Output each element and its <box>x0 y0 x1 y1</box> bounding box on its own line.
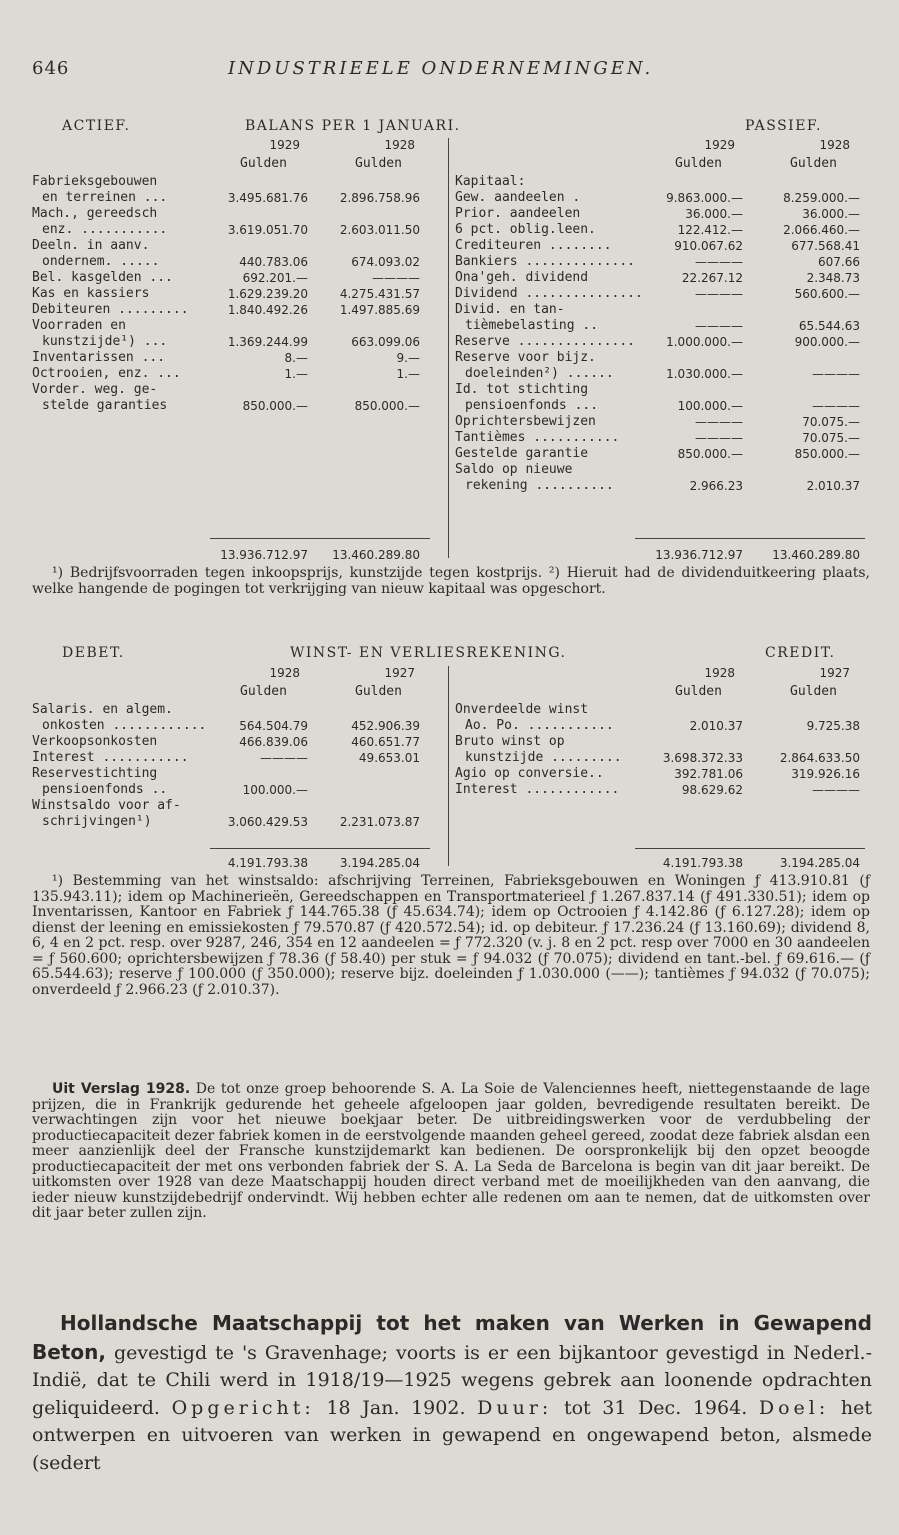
opgericht-label: Opgericht: <box>171 1396 315 1419</box>
credit-row-label: Ao. Po. ........... <box>465 718 614 733</box>
passief-row-label: Reserve voor bijz. <box>455 350 596 365</box>
w-unit-d1: Gulden <box>240 684 287 699</box>
debet-row-value: 100.000.— <box>242 783 308 797</box>
actief-row-label: Mach., gereedsch <box>32 206 158 221</box>
passief-row-value: 22.267.12 <box>681 271 743 285</box>
actief-row-value: 1.840.492.26 <box>227 303 308 317</box>
passief-row-value: ———— <box>812 367 860 381</box>
doel-label: Doel: <box>758 1396 830 1419</box>
passief-row-value: 850.000.— <box>794 447 860 461</box>
passief-row-value: 8.259.000.— <box>783 191 860 205</box>
passief-row-value: 122.412.— <box>677 223 743 237</box>
actief-row-label: ondernem. ..... <box>42 254 160 269</box>
credit-row-label: Onverdeelde winst <box>455 702 589 717</box>
col-unit-a2: Gulden <box>355 156 402 171</box>
debet-title: DEBET. <box>62 645 125 661</box>
debet-row-value: 564.504.79 <box>239 719 308 733</box>
w-unit-c1: Gulden <box>675 684 722 699</box>
actief-title: ACTIEF. <box>62 118 131 134</box>
passief-row-label: Saldo op nieuwe <box>455 462 573 477</box>
actief-total-rule <box>210 538 430 539</box>
passief-row-value: 100.000.— <box>677 399 743 413</box>
passief-row-label: Gew. aandeelen . <box>455 190 581 205</box>
balans-title: BALANS PER 1 JANUARI. <box>245 118 461 134</box>
passief-row-value: 1.000.000.— <box>666 335 743 349</box>
company-entry <box>32 1310 872 1477</box>
credit-row-value: 9.725.38 <box>806 719 860 733</box>
w-unit-c2: Gulden <box>790 684 837 699</box>
opgericht-value: 18 Jan. 1902. <box>326 1396 466 1419</box>
passief-row-value: 70.075.— <box>802 431 860 445</box>
debet-row-label: Reservestichting <box>32 766 158 781</box>
passief-row-label: Bankiers .............. <box>455 254 636 269</box>
debet-total-1: 4.191.793.38 <box>227 856 308 870</box>
debet-row-value: ———— <box>260 751 308 765</box>
col-unit-p1: Gulden <box>675 156 722 171</box>
passief-row-value: 607.66 <box>818 255 860 269</box>
debet-row-label: Interest ........... <box>32 750 189 765</box>
passief-row-label: 6 pct. oblig.leen. <box>455 222 596 237</box>
actief-row-value: 1.— <box>284 367 308 381</box>
company-name: Hollandsche Maatschappij tot het maken van Werken in Gewapend Beton, <box>32 1311 872 1364</box>
debet-total-rule <box>210 848 430 849</box>
debet-row-value: 3.060.429.53 <box>227 815 308 829</box>
passief-row-value: ———— <box>695 319 743 333</box>
passief-row-value: 70.075.— <box>802 415 860 429</box>
credit-row-value: 319.926.16 <box>791 767 860 781</box>
passief-row-value: 910.067.62 <box>674 239 743 253</box>
passief-row-label: Dividend ............... <box>455 286 643 301</box>
debet-row-label: onkosten ............ <box>42 718 207 733</box>
passief-row-value: ———— <box>695 255 743 269</box>
passief-row-label: Crediteuren ........ <box>455 238 612 253</box>
passief-row-label: Prior. aandeelen <box>455 206 581 221</box>
passief-row-value: ———— <box>812 399 860 413</box>
passief-row-value: 36.000.— <box>802 207 860 221</box>
passief-row-value: 1.030.000.— <box>666 367 743 381</box>
actief-row-value: 9.— <box>396 351 420 365</box>
credit-total-2: 3.194.285.04 <box>779 856 860 870</box>
actief-row-label: Octrooien, enz. ... <box>32 366 181 381</box>
passief-row-label: Oprichtersbewijzen <box>455 414 596 429</box>
passief-row-value: 36.000.— <box>685 207 743 221</box>
passief-row-value: ———— <box>695 415 743 429</box>
actief-row-value: 850.000.— <box>242 399 308 413</box>
passief-row-value: 2.010.37 <box>806 479 860 493</box>
actief-row-label: stelde garanties <box>42 398 168 413</box>
actief-row-label: Voorraden en <box>32 318 126 333</box>
w-year-d2: 1927 <box>384 666 415 680</box>
verslag-text: De tot onze groep behoorende S. A. La Soie de Valenciennes heeft, niettegenstaande de lage prijzen, die in Frankrijk gedurende het geheele afgeloopen jaar golden, bevredigende resultaten bereikt. De verwachtingen zijn voor het nieuwe boekjaar beter. De uitbreidingswerken voor de verdubbeling der productiecapaciteit dezer fabriek komen in de eerstvolgende maanden geheel gereed, zoodat deze fabriek alsdan een meer aanzienlijk deel der Fransche kunstzijdemarkt kan bedienen. De oorspronkelijk bij den opzet beoogde productiecapaciteit der met ons verbonden fabriek der S. A. La Seda de Barcelona is begin van dit jaar bereikt. De uitkomsten over 1928 van deze Maatschappij houden direct verband met de moeilijkheden van den aanvang, die ieder nieuw kunstzijdebedrijf ondervindt. Wij hebben echter alle redenen om aan te nemen, dat de uitkomsten over dit jaar beter zullen zijn. <box>32 1081 871 1221</box>
actief-row-label: Deeln. in aanv. <box>32 238 150 253</box>
passief-row-label: tièmebelasting .. <box>465 318 599 333</box>
col-year-p1: 1929 <box>704 138 735 152</box>
debet-row-label: schrijvingen¹) <box>42 814 152 829</box>
passief-row-label: Tantièmes ........... <box>455 430 620 445</box>
passief-row-label: pensioenfonds ... <box>465 398 599 413</box>
passief-row-label: rekening .......... <box>465 478 614 493</box>
passief-total-1929: 13.936.712.97 <box>655 548 743 562</box>
actief-row-value: 3.495.681.76 <box>227 191 308 205</box>
actief-row-label: Fabrieksgebouwen <box>32 174 158 189</box>
actief-row-value: ———— <box>372 271 420 285</box>
actief-row-value: 674.093.02 <box>351 255 420 269</box>
w-year-c1: 1928 <box>704 666 735 680</box>
passief-row-value: ———— <box>695 287 743 301</box>
col-year-a2: 1928 <box>384 138 415 152</box>
running-title: INDUSTRIEELE ONDERNEMINGEN. <box>228 58 654 79</box>
credit-row-label: Bruto winst op <box>455 734 565 749</box>
balans-footnote: ¹) Bedrijfsvoorraden tegen inkoopsprijs, kunstzijde tegen kostprijs. ²) Hieruit had de dividenduitkeering plaats, welke hangende de pogingen tot verkrijging van nieuw kapitaal was opgeschort. <box>32 565 870 597</box>
page-number: 646 <box>32 58 70 79</box>
winst-footnote: ¹) Bestemming van het winstsaldo: afschrijving Terreinen, Fabrieksgebouwen en Woningen ƒ 413.910.81 (ƒ 135.943.11); idem op Machinerieën, Gereedschappen en Transportmaterieel ƒ 1.267.837.14 (ƒ 491.330.51); idem op Inventarissen, Kantoor en Fabriek ƒ 144.765.38 (ƒ 45.634.74); idem op Octrooien ƒ 4.142.86 (ƒ 6.127.28); idem op dienst der leening en emissiekosten ƒ 79.570.87 (ƒ 420.572.54); id. op debiteur. ƒ 17.236.24 (ƒ 13.160.69); dividend 8, 6, 4 en 2 pct. resp. over 9287, 246, 354 en 12 aandeelen = ƒ 772.320 (v. j. 8 en 2 pct. resp over 7000 en 30 aandeelen = ƒ 560.600; oprichtersbewijzen ƒ 78.36 (ƒ 58.40) per stuk = ƒ 94.032 (ƒ 70.075); dividend en tant.-bel. ƒ 69.616.— (ƒ 65.544.63); reserve ƒ 100.000 (ƒ 350.000); reserve bijz. doeleinden ƒ 1.030.000 (——); tantièmes ƒ 94.032 (ƒ 70.075); onverdeeld ƒ 2.966.23 (ƒ 2.010.37). <box>32 873 870 998</box>
debet-row-label: Verkoopsonkosten <box>32 734 158 749</box>
passief-row-label: doeleinden²) ...... <box>465 366 614 381</box>
passief-row-value: 2.066.460.— <box>783 223 860 237</box>
passief-total-1928: 13.460.289.80 <box>772 548 860 562</box>
actief-row-value: 4.275.431.57 <box>339 287 420 301</box>
duur-label: Duur: <box>477 1396 553 1419</box>
credit-row-label: Interest ............ <box>455 782 620 797</box>
credit-row-value: ———— <box>812 783 860 797</box>
debet-row-label: Winstsaldo voor af- <box>32 798 181 813</box>
actief-row-value: 1.629.239.20 <box>227 287 308 301</box>
w-unit-d2: Gulden <box>355 684 402 699</box>
credit-row-value: 2.864.633.50 <box>779 751 860 765</box>
credit-total-rule <box>635 848 865 849</box>
actief-row-value: 663.099.06 <box>351 335 420 349</box>
actief-total-1928: 13.460.289.80 <box>332 548 420 562</box>
debet-row-value: 452.906.39 <box>351 719 420 733</box>
actief-row-value: 850.000.— <box>354 399 420 413</box>
credit-row-value: 98.629.62 <box>681 783 743 797</box>
passief-row-value: 560.600.— <box>794 287 860 301</box>
passief-row-label: Reserve ............... <box>455 334 636 349</box>
passief-title: PASSIEF. <box>745 118 822 134</box>
winst-divider <box>448 666 449 866</box>
passief-row-label: Kapitaal: <box>455 174 526 189</box>
passief-row-value: 9.863.000.— <box>666 191 743 205</box>
w-year-c2: 1927 <box>819 666 850 680</box>
actief-row-value: 692.201.— <box>242 271 308 285</box>
passief-row-value: 2.348.73 <box>806 271 860 285</box>
col-unit-p2: Gulden <box>790 156 837 171</box>
actief-row-value: 2.603.011.50 <box>339 223 420 237</box>
passief-row-value: 65.544.63 <box>798 319 860 333</box>
company-text: gevestigd te 's Gravenhage; voorts is er een bijkantoor gevestigd in Nederl.-Indië, dat te Chili werd in 1918/19—1925 wegens gebrek aan loonende opdrachten geliquideerd. <box>32 1341 873 1419</box>
debet-row-value: 2.231.073.87 <box>339 815 420 829</box>
actief-row-label: Bel. kasgelden ... <box>32 270 173 285</box>
actief-row-value: 1.369.244.99 <box>227 335 308 349</box>
winst-title: WINST- EN VERLIESREKENING. <box>290 645 567 661</box>
actief-row-label: kunstzijde¹) ... <box>42 334 168 349</box>
actief-row-label: en terreinen ... <box>42 190 168 205</box>
debet-row-value: 460.651.77 <box>351 735 420 749</box>
passief-row-value: 677.568.41 <box>791 239 860 253</box>
credit-row-value: 392.781.06 <box>674 767 743 781</box>
verslag-paragraph <box>32 1082 870 1222</box>
balans-divider <box>448 138 449 558</box>
verslag-lead: Uit Verslag 1928. <box>52 1081 191 1097</box>
credit-total-1: 4.191.793.38 <box>662 856 743 870</box>
credit-row-label: kunstzijde ......... <box>465 750 622 765</box>
duur-value: tot 31 Dec. 1964. <box>563 1396 748 1419</box>
credit-row-value: 3.698.372.33 <box>662 751 743 765</box>
passief-row-value: 850.000.— <box>677 447 743 461</box>
actief-total-1929: 13.936.712.97 <box>220 548 308 562</box>
actief-row-value: 440.783.06 <box>239 255 308 269</box>
actief-row-value: 1.— <box>396 367 420 381</box>
passief-row-value: 900.000.— <box>794 335 860 349</box>
passief-row-value: ———— <box>695 431 743 445</box>
col-unit-a1: Gulden <box>240 156 287 171</box>
passief-total-rule <box>635 538 865 539</box>
actief-row-value: 8.— <box>284 351 308 365</box>
col-year-a1: 1929 <box>269 138 300 152</box>
passief-row-value: 2.966.23 <box>689 479 743 493</box>
actief-row-value: 2.896.758.96 <box>339 191 420 205</box>
actief-row-label: Vorder. weg. ge- <box>32 382 158 397</box>
credit-row-label: Agio op conversie.. <box>455 766 604 781</box>
debet-row-label: Salaris. en algem. <box>32 702 173 717</box>
debet-total-2: 3.194.285.04 <box>339 856 420 870</box>
actief-row-label: Inventarissen ... <box>32 350 166 365</box>
actief-row-value: 1.497.885.69 <box>339 303 420 317</box>
passief-row-label: Ona'geh. dividend <box>455 270 589 285</box>
debet-row-value: 49.653.01 <box>358 751 420 765</box>
w-year-d1: 1928 <box>269 666 300 680</box>
passief-row-label: Id. tot stichting <box>455 382 589 397</box>
actief-row-label: Kas en kassiers <box>32 286 150 301</box>
actief-row-label: enz. ........... <box>42 222 168 237</box>
passief-row-label: Divid. en tan- <box>455 302 565 317</box>
debet-row-label: pensioenfonds .. <box>42 782 168 797</box>
actief-row-value: 3.619.051.70 <box>227 223 308 237</box>
actief-row-label: Debiteuren ......... <box>32 302 189 317</box>
passief-row-label: Gestelde garantie <box>455 446 589 461</box>
debet-row-value: 466.839.06 <box>239 735 308 749</box>
col-year-p2: 1928 <box>819 138 850 152</box>
credit-row-value: 2.010.37 <box>689 719 743 733</box>
doel-value: het ontwerpen en uitvoeren van werken in gewapend en ongewapend beton, alsmede (sedert <box>32 1396 873 1474</box>
credit-title: CREDIT. <box>765 645 836 661</box>
